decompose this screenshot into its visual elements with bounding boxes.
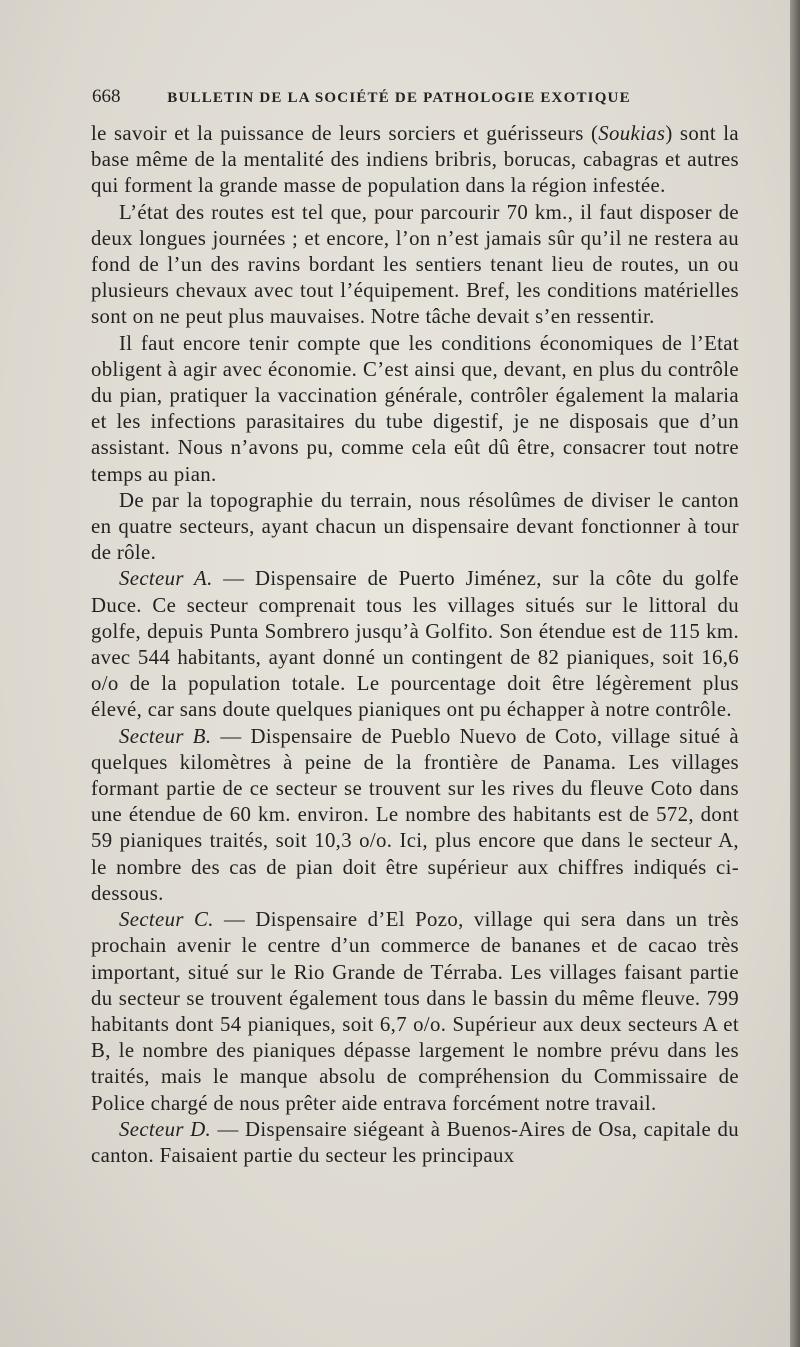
paragraph-text: Il faut encore tenir compte que les conditions économiques de l’Etat obligent à agir avec économie. C’est ainsi que, devant, en plus du contrôle du pian, pratiquer la vaccination générale, contrôler également la malaria et les infections parasitaires du tube digestif, je ne disposais que d’un assistant. Nous n’avons pu, comme cela eût dû être, consacrer tout notre temps au pian. — [91, 331, 739, 486]
italic-text: Secteur A. — [119, 567, 213, 591]
paragraph — [91, 907, 739, 1117]
paragraph-text: ) sont la base même de la mentalité des indiens bribris, borucas, cabagras et autres qui forment la grande masse de population dans la région infestée. — [91, 122, 739, 198]
paragraph — [91, 488, 739, 567]
running-title: BULLETIN DE LA SOCIÉTÉ DE PATHOLOGIE EXOTIQUE — [167, 90, 631, 106]
paragraph-text: — Dispensaire de Pueblo Nuevo de Coto, village situé à quelques kilomètres à peine de la frontière de Panama. Les villages formant partie de ce secteur se trouvent sur les rives du fleuve Coto dans une étendue de 60 km. environ. Le nombre des habitants est de 572, dont 59 pianiques traités, soit 10,3 o/o. Ici, plus encore que dans le secteur A, le nombre des cas de pian doit être supérieur aux chiffres indiqués ci-dessous. — [91, 724, 740, 905]
paragraph — [91, 1117, 739, 1169]
paragraph — [91, 121, 739, 200]
italic-text: Secteur B. — [119, 724, 212, 748]
page-header — [92, 86, 750, 108]
italic-text: Soukias — [598, 122, 666, 145]
paragraph-text: — Dispensaire de Puerto Jiménez, sur la côte du golfe Duce. Ce secteur comprenait tous les villages situés sur le littoral du golfe, depuis Punta Sombrero jusqu’à Golfito. Son étendue est de 115 km. avec 544 habitants, ayant donné un contingent de 82 pianiques, soit 16,6 o/o de la population totale. Le pourcentage doit être légèrement plus élevé, car sans doute quelques pianiques ont pu échapper à notre contrôle. — [91, 567, 739, 722]
paragraph — [91, 200, 739, 331]
page-number: 668 — [92, 86, 121, 107]
paragraph-text: De par la topographie du terrain, nous résolûmes de diviser le canton en quatre secteurs, ayant chacun un dispensaire devant fonctionner à tour de rôle. — [91, 488, 739, 565]
italic-text: Secteur D. — [119, 1117, 212, 1141]
paragraph-text: — Dispensaire siégeant à Buenos-Aires de Osa, capitale du canton. Faisaient partie du secteur les principaux — [91, 1117, 739, 1167]
paragraph-text: — Dispensaire d’El Pozo, village qui sera dans un très prochain avenir le centre d’un commerce de bananes et de cacao très important, situé sur le Rio Grande de Térraba. Les villages faisant partie du secteur se trouvent également tous dans le bassin du même fleuve. 799 habitants dont 54 pianiques, soit 6,7 o/o. Supérieur aux deux secteurs A et B, le nombre des pianiques dépasse largement le nombre prévu dans les traités, mais le manque absolu de compréhension du Commissaire de Police chargé de nous prêter aide entrava forcément notre travail. — [91, 908, 739, 1115]
paragraph-text: L’état des routes est tel que, pour parcourir 70 km., il faut disposer de deux longues journées ; et encore, l’on n’est jamais sûr qu’il ne restera au fond de l’un des ravins bordant les sentiers tenant lieu de routes, un ou plusieurs chevaux avec tout l’équipement. Bref, les conditions matérielles sont on ne peut plus mauvaises. Notre tâche devait s’en ressentir. — [91, 200, 739, 329]
body-text — [91, 121, 739, 1169]
page-edge-shadow — [790, 0, 800, 1347]
paragraph — [91, 331, 739, 488]
paragraph-text: le savoir et la puissance de leurs sorciers et guérisseurs ( — [91, 122, 599, 145]
italic-text: Secteur C. — [119, 908, 214, 932]
paragraph — [91, 724, 739, 907]
paragraph — [91, 566, 739, 723]
